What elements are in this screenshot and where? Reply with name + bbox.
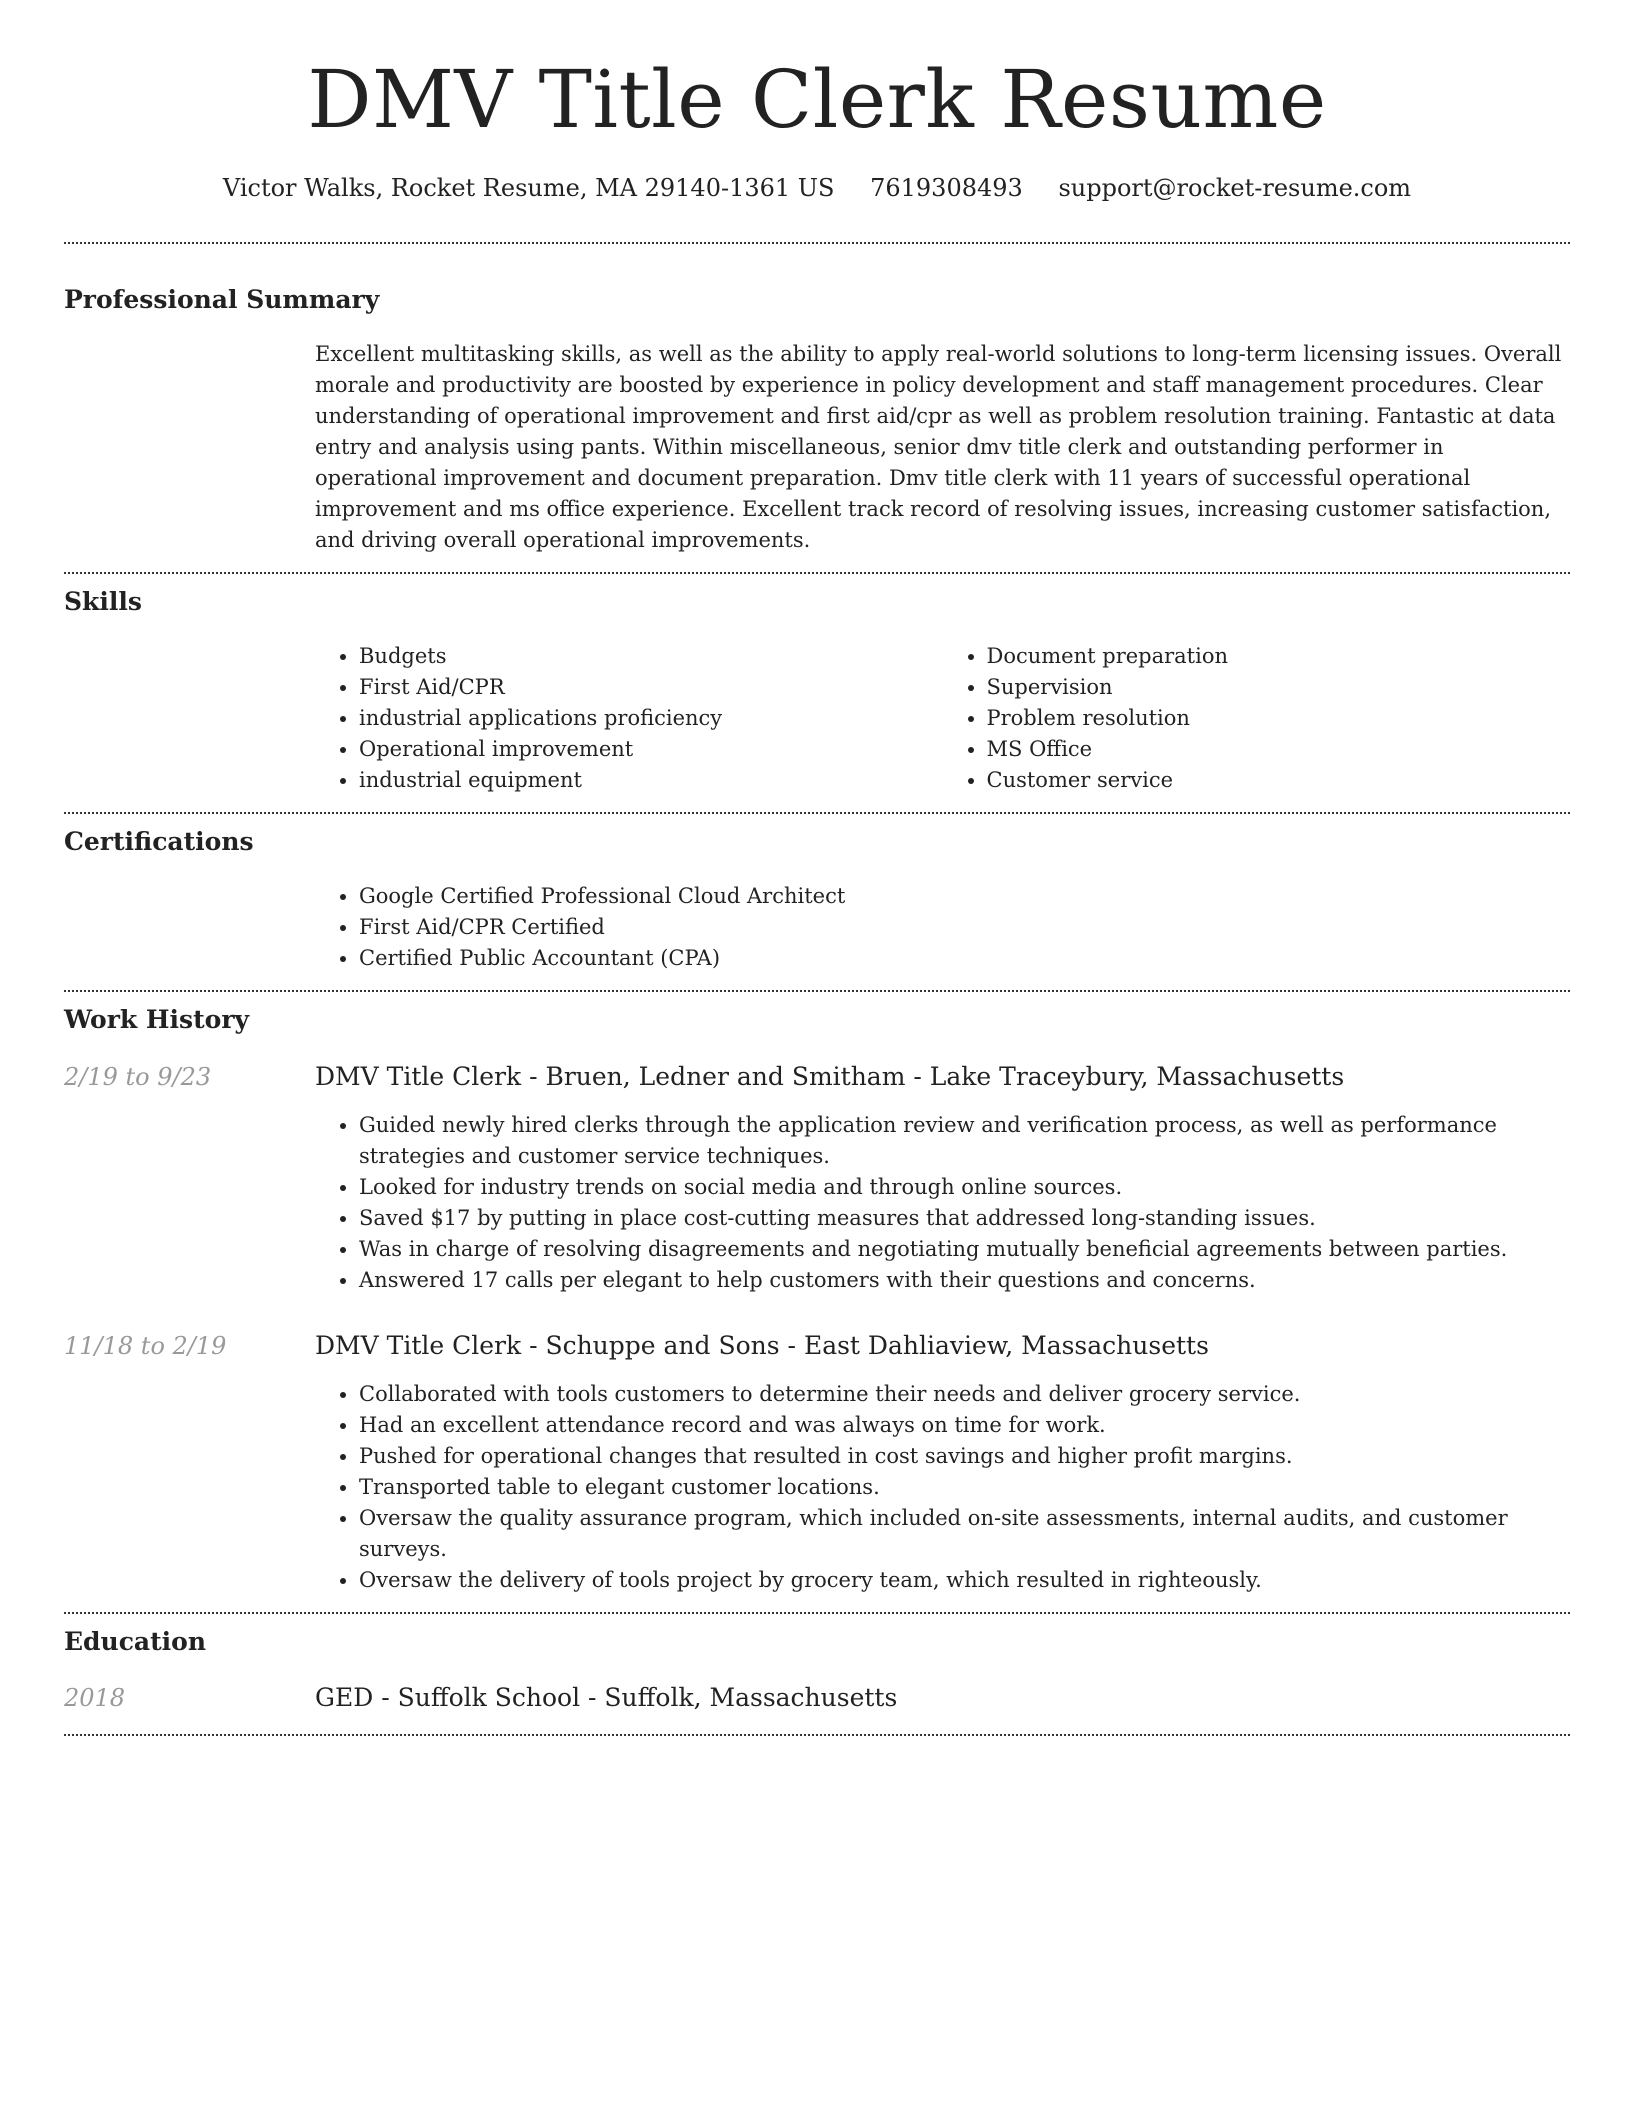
job-dates: 11/18 to 2/19 bbox=[64, 1332, 227, 1360]
skill-item: • Document preparation bbox=[987, 641, 1571, 672]
job-bullets bbox=[315, 1110, 1570, 1296]
skills-section bbox=[64, 586, 1570, 796]
contact-line bbox=[64, 172, 1570, 204]
skill-item: • industrial applications proficiency bbox=[359, 703, 943, 734]
job-entry bbox=[64, 1061, 1570, 1296]
contact-email: support@rocket-resume.com bbox=[1058, 174, 1412, 202]
certification-item: • First Aid/CPR Certified bbox=[359, 912, 1570, 943]
divider bbox=[64, 990, 1570, 992]
divider bbox=[64, 812, 1570, 814]
resume-page bbox=[64, 0, 1570, 1736]
job-bullet: • Guided newly hired clerks through the application review and verification process, as well as performance strategies and customer service techniques. bbox=[359, 1110, 1570, 1172]
job-bullet: • Transported table to elegant customer locations. bbox=[359, 1472, 1570, 1503]
job-header bbox=[64, 1330, 1570, 1362]
job-header bbox=[64, 1061, 1570, 1093]
job-dates: 2/19 to 9/23 bbox=[64, 1063, 212, 1091]
divider bbox=[64, 1734, 1570, 1736]
skill-item: • MS Office bbox=[987, 734, 1571, 765]
skill-item: • industrial equipment bbox=[359, 765, 943, 796]
section-heading-summary: Professional Summary bbox=[64, 285, 380, 314]
job-bullet: • Saved $17 by putting in place cost-cutting measures that addressed long-standing issues. bbox=[359, 1203, 1570, 1234]
section-heading-certifications: Certifications bbox=[64, 827, 254, 856]
job-bullets bbox=[315, 1379, 1570, 1596]
job-bullet: • Looked for industry trends on social media and through online sources. bbox=[359, 1172, 1570, 1203]
skill-item: • First Aid/CPR bbox=[359, 672, 943, 703]
skills-list-right bbox=[943, 641, 1571, 796]
certifications-body bbox=[315, 881, 1570, 974]
skill-item: • Supervision bbox=[987, 672, 1571, 703]
job-details bbox=[315, 1379, 1570, 1596]
skills-grid bbox=[315, 641, 1570, 796]
skill-item: • Operational improvement bbox=[359, 734, 943, 765]
job-bullet: • Oversaw the delivery of tools project by grocery team, which resulted in righteously. bbox=[359, 1565, 1570, 1596]
education-date: 2018 bbox=[64, 1684, 126, 1712]
summary-section bbox=[64, 284, 1570, 556]
skill-item: • Problem resolution bbox=[987, 703, 1571, 734]
skill-item: • Customer service bbox=[987, 765, 1571, 796]
section-heading-work: Work History bbox=[64, 1005, 250, 1034]
certification-item: • Certified Public Accountant (CPA) bbox=[359, 943, 1570, 974]
divider bbox=[64, 1612, 1570, 1614]
job-title: DMV Title Clerk - Schuppe and Sons - East Dahliaview, Massachusetts bbox=[315, 1331, 1209, 1360]
work-section bbox=[64, 1004, 1570, 1596]
skill-item: • Budgets bbox=[359, 641, 943, 672]
job-bullet: • Had an excellent attendance record and was always on time for work. bbox=[359, 1410, 1570, 1441]
job-bullet: • Answered 17 calls per elegant to help customers with their questions and concerns. bbox=[359, 1265, 1570, 1296]
education-section bbox=[64, 1626, 1570, 1714]
job-bullet: • Was in charge of resolving disagreements and negotiating mutually beneficial agreements between parties. bbox=[359, 1234, 1570, 1265]
summary-text: Excellent multitasking skills, as well as the ability to apply real-world solutions to long-term licensing issues. Overall morale and productivity are boosted by experience in policy development and staff management procedures. Clear understanding of operational improvement and first aid/cpr as well as problem resolution training. Fantastic at data entry and analysis using pants. Within miscellaneous, senior dmv title clerk and outstanding performer in operational improvement and document preparation. Dmv title clerk with 11 years of successful operational improvement and ms office experience. Excellent track record of resolving issues, increasing customer satisfaction, and driving overall operational improvements. bbox=[315, 342, 1562, 552]
job-details bbox=[315, 1110, 1570, 1296]
section-heading-skills: Skills bbox=[64, 587, 142, 616]
education-title: GED - Suffolk School - Suffolk, Massachusetts bbox=[315, 1683, 898, 1712]
education-entry bbox=[64, 1682, 1570, 1714]
divider bbox=[64, 242, 1570, 244]
job-title: DMV Title Clerk - Bruen, Ledner and Smitham - Lake Traceybury, Massachusetts bbox=[315, 1062, 1345, 1091]
contact-phone: 7619308493 bbox=[870, 174, 1023, 202]
job-bullet: • Oversaw the quality assurance program, which included on-site assessments, internal audits, and customer surveys. bbox=[359, 1503, 1570, 1565]
job-bullet: • Pushed for operational changes that resulted in cost savings and higher profit margins. bbox=[359, 1441, 1570, 1472]
resume-title: DMV Title Clerk Resume bbox=[307, 53, 1327, 146]
divider bbox=[64, 572, 1570, 574]
certifications-list bbox=[315, 881, 1570, 974]
contact-address: Victor Walks, Rocket Resume, MA 29140-1361 US bbox=[222, 174, 835, 202]
job-entry bbox=[64, 1330, 1570, 1596]
certifications-section bbox=[64, 826, 1570, 974]
job-bullet: • Collaborated with tools customers to determine their needs and deliver grocery service. bbox=[359, 1379, 1570, 1410]
skills-list-left bbox=[315, 641, 943, 796]
section-heading-education: Education bbox=[64, 1627, 207, 1656]
certification-item: • Google Certified Professional Cloud Architect bbox=[359, 881, 1570, 912]
